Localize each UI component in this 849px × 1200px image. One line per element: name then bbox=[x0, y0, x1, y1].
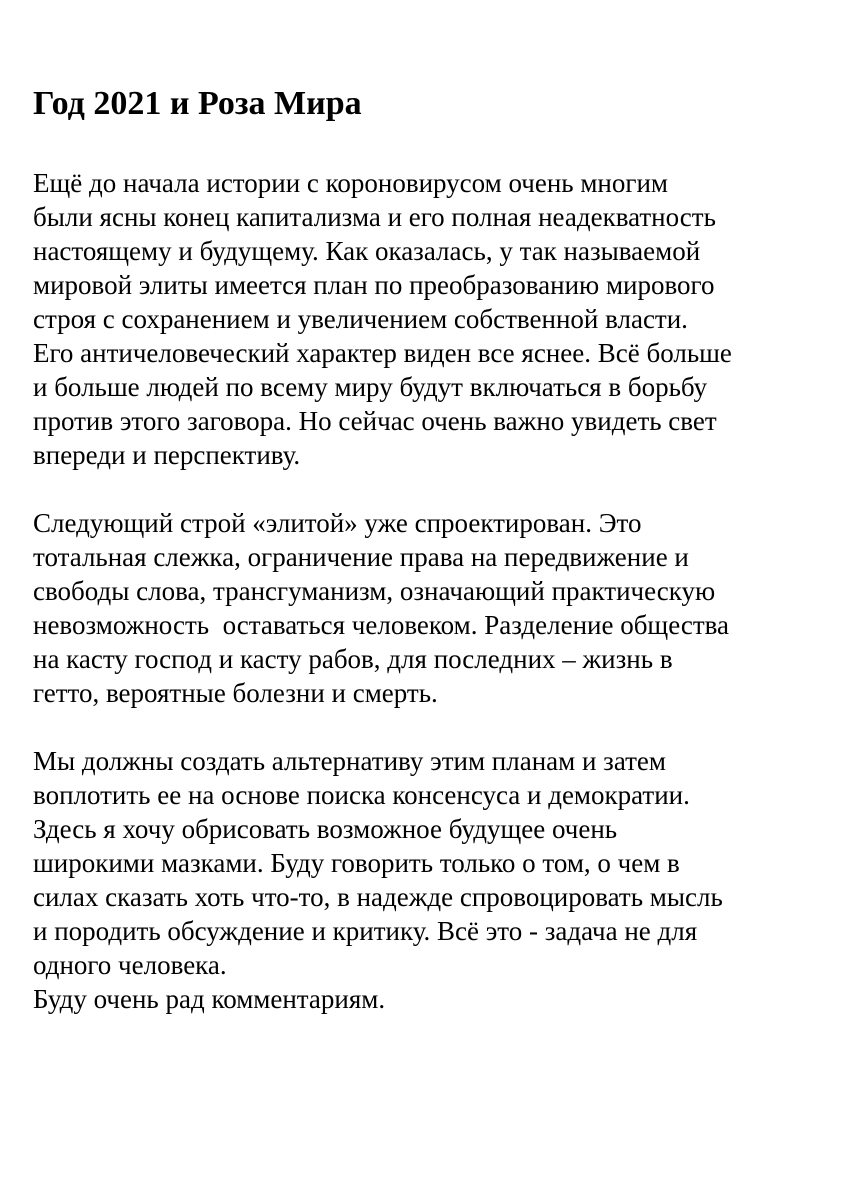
text-line: Буду очень рад комментариям. bbox=[33, 984, 386, 1014]
text-line: силах сказать хоть что-то, в надежде спровоцировать мысль bbox=[33, 882, 723, 912]
text-line: и породить обсуждение и критику. Всё это - задача не для bbox=[33, 916, 698, 946]
text-line: одного человека. bbox=[33, 950, 227, 980]
text-line: впереди и перспективу. bbox=[33, 440, 301, 470]
text-line: были ясны конец капитализма и его полная неадекватность bbox=[33, 202, 716, 232]
text-line: свободы слова, трансгуманизм, означающий практическую bbox=[33, 576, 716, 606]
text-line: Его античеловеческий характер виден все яснее. Всё больше bbox=[33, 338, 732, 368]
text-line: мировой элиты имеется план по преобразованию мирового bbox=[33, 270, 715, 300]
text-line: тотальная слежка, ограничение права на передвижение и bbox=[33, 542, 689, 572]
text-line: воплотить ее на основе поиска консенсуса и демократии. bbox=[33, 780, 690, 810]
text-line: широкими мазками. Буду говорить только о том, о чем в bbox=[33, 848, 680, 878]
text-line: Ещё до начала истории с короновирусом очень многим bbox=[33, 168, 668, 198]
text-line: и больше людей по всему миру будут включаться в борьбу bbox=[33, 372, 708, 402]
text-line: на касту господ и касту рабов, для последних – жизнь в bbox=[33, 644, 673, 674]
text-line: гетто, вероятные болезни и смерть. bbox=[33, 678, 438, 708]
paragraph-alternative bbox=[33, 744, 823, 1016]
text-line: строя с сохранением и увеличением собственной власти. bbox=[33, 304, 688, 334]
document-page bbox=[33, 84, 823, 1050]
paragraph-intro bbox=[33, 166, 823, 472]
document-title: Год 2021 и Роза Мира bbox=[33, 85, 362, 122]
text-line: Мы должны создать альтернативу этим планам и затем bbox=[33, 746, 666, 776]
text-line: Здесь я хочу обрисовать возможное будущее очень bbox=[33, 814, 618, 844]
text-line: невозможность оставаться человеком. Разделение общества bbox=[33, 610, 730, 640]
text-line: против этого заговора. Но сейчас очень важно увидеть свет bbox=[33, 406, 717, 436]
text-line: настоящему и будущему. Как оказалась, у так называемой bbox=[33, 236, 701, 266]
paragraph-next-order bbox=[33, 506, 823, 710]
text-line: Следующий строй «элитой» уже спроектирован. Это bbox=[33, 508, 642, 538]
